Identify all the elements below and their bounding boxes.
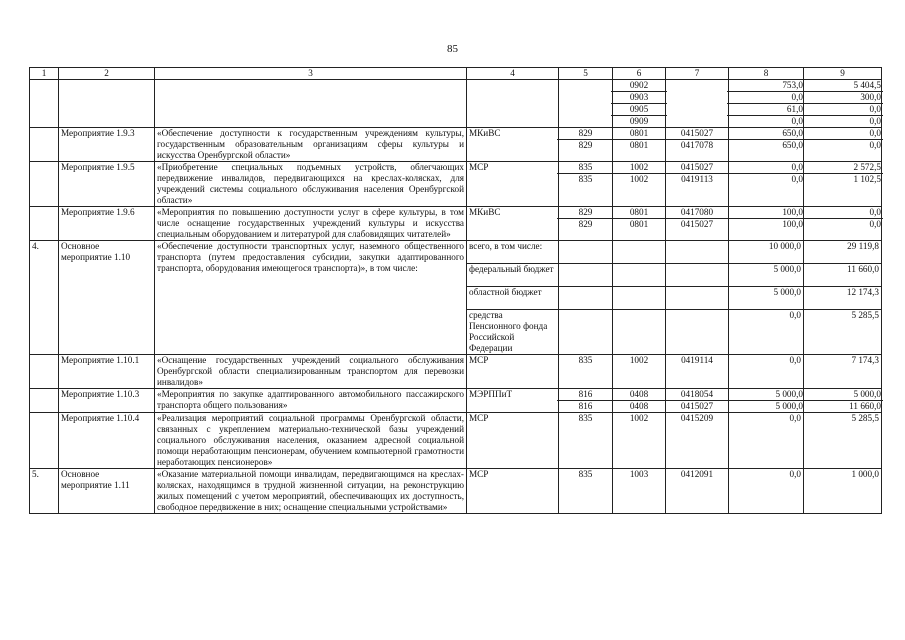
section-code: 1002	[611, 162, 667, 174]
amount-2015: 0,0	[729, 355, 804, 389]
amount-2016: 300,0	[802, 92, 883, 104]
section-code: 1002	[613, 355, 666, 389]
executor: МСР	[467, 355, 559, 389]
amount-2015: 0,0	[791, 174, 803, 184]
section-code: 0801	[611, 128, 667, 140]
activity-name: Мероприятие 1.10.4	[59, 413, 155, 469]
amount-2015: 0,0	[729, 469, 804, 514]
amount-2016: 0,0	[869, 116, 881, 126]
target-code: 0415027	[664, 128, 730, 140]
funding-source: всего, в том числе:	[467, 241, 558, 264]
amount-2015: 100,0	[727, 207, 805, 219]
page-number: 85	[447, 43, 458, 55]
amount-2015: 61,0	[727, 104, 805, 116]
amount-2015: 5 000,0	[775, 401, 803, 411]
section-code: 0903	[611, 92, 667, 104]
section-code: 0909	[629, 116, 649, 126]
table-row	[30, 207, 882, 241]
executor: МЭРППиТ	[467, 389, 559, 413]
section-code: 1002	[629, 174, 649, 184]
grbs-code: 835	[559, 413, 613, 469]
header-cell: 6	[613, 68, 666, 80]
amount-2016: 5 285,5	[851, 310, 879, 320]
table-row	[30, 128, 882, 162]
table-row-main-activity	[30, 469, 882, 514]
amount-2016: 1 102,5	[853, 174, 881, 184]
amount-2015: 0,0	[729, 413, 804, 469]
target-code: 0419114	[666, 355, 729, 389]
amount-2015: 5 000,0	[729, 287, 803, 310]
section-code: 1002	[613, 413, 666, 469]
header-cell: 9	[804, 68, 882, 80]
target-code: 0417078	[680, 140, 714, 150]
table-row-continuation	[30, 80, 882, 128]
amount-2016: 12 174,3	[804, 287, 881, 310]
funding-source: областной бюджет	[467, 287, 558, 310]
activity-description: «Приобретение специальных подъемных устройств, облегчающих передвижение инвалидов, передвигающихся на креслах-колясках, для учреждений системы социального обслуживания населения Оренбургской области»	[155, 162, 467, 207]
executor: МСР	[467, 413, 559, 469]
section-code: 1003	[613, 469, 666, 514]
grbs-code: 829	[557, 128, 614, 140]
activity-description: «Реализация мероприятий социальной программы Оренбургской области, связанных с укреплением материально-технической базы учреждений социального обслуживания населения, оказанием адресной социальной помощи неработающим пенсионерам, обучением компьютерной грамотности неработающих пенсионеров»	[155, 413, 467, 469]
table-row-main-activity	[30, 241, 882, 355]
activity-description: «Обеспечение доступности к государственным учреждениям культуры, государственным образовательным организациям сферы культуры и искусства Оренбургской области»	[155, 128, 467, 162]
section-code: 0801	[629, 140, 649, 150]
activity-name: Основное мероприятие 1.10	[59, 241, 155, 355]
activity-description: «Мероприятия по повышению доступности услуг в сфере культуры, в том числе оснащение государственных учреждений культуры и искусства специальным оборудованием и литературой для слабовидящих читателей»	[155, 207, 467, 241]
target-code: 0418054	[664, 389, 730, 401]
amount-2016: 1 000,0	[804, 469, 882, 514]
amount-2016: 29 119,8	[804, 241, 881, 264]
amount-2015: 5 000,0	[729, 264, 803, 287]
amount-2016: 0,0	[869, 219, 881, 229]
amount-2016: 5 285,5	[804, 413, 882, 469]
amount-2015: 650,0	[782, 140, 803, 150]
amount-2016: 11 660,0	[804, 264, 881, 287]
activity-name: Основное мероприятие 1.11	[59, 469, 155, 514]
amount-2015: 10 000,0	[729, 241, 803, 264]
target-code: 0415209	[666, 413, 729, 469]
amount-2016: 5 404,5	[802, 80, 883, 92]
section-code: 0801	[629, 219, 649, 229]
amount-2016: 2 572,5	[802, 162, 883, 174]
executor: МКиВС	[467, 207, 559, 241]
grbs-code: 835	[578, 174, 593, 184]
funding-source: федеральный бюджет	[467, 264, 558, 287]
grbs-code: 816	[557, 389, 614, 401]
amount-2016: 5 000,0	[802, 389, 883, 401]
activity-name: Мероприятие 1.9.6	[59, 207, 155, 241]
header-cell: 2	[59, 68, 155, 80]
activity-name: Мероприятие 1.10.1	[59, 355, 155, 389]
amount-2015: 100,0	[782, 219, 803, 229]
header-cell: 4	[467, 68, 559, 80]
amount-2015: 650,0	[727, 128, 805, 140]
amount-2015: 0,0	[791, 116, 803, 126]
table-row	[30, 413, 882, 469]
row-number: 5.	[30, 469, 59, 514]
header-row	[30, 68, 882, 80]
amount-2015: 0,0	[789, 310, 801, 320]
activity-name: Мероприятие 1.9.3	[59, 128, 155, 162]
section-code: 0905	[611, 104, 667, 116]
grbs-code: 829	[578, 140, 593, 150]
activity-name: Мероприятие 1.9.5	[59, 162, 155, 207]
activity-description: «Обеспечение доступности транспортных услуг, наземного общественного транспорта (путем предоставления субсидии, закупки адаптированного транспорта, оборудования имеющегося транспорта)», в том числе:	[155, 241, 467, 355]
amount-2016: 11 660,0	[849, 401, 881, 411]
table-row	[30, 355, 882, 389]
target-code: 0417080	[664, 207, 730, 219]
amount-2016: 0,0	[802, 128, 883, 140]
grbs-code: 816	[578, 401, 593, 411]
amount-2016: 0,0	[869, 140, 881, 150]
grbs-code: 835	[559, 355, 613, 389]
section-code: 0408	[611, 389, 667, 401]
amount-2015: 5 000,0	[727, 389, 805, 401]
target-code: 0415027	[680, 219, 714, 229]
section-code: 0902	[611, 80, 667, 92]
header-cell: 3	[155, 68, 467, 80]
section-code: 0801	[611, 207, 667, 219]
executor: МСР	[467, 469, 559, 514]
header-cell: 1	[30, 68, 59, 80]
amount-2016: 0,0	[802, 104, 883, 116]
activity-description: «Мероприятия по закупке адаптированного автомобильного пассажирского транспорта общего пользования»	[155, 389, 467, 413]
grbs-code: 829	[578, 219, 593, 229]
target-code: 0415027	[664, 162, 730, 174]
activity-description: «Оказание материальной помощи инвалидам, передвигающимся на креслах-колясках, находящимся в трудной жизненной ситуации, на реконструкцию жилых помещений с учетом мероприятий, обеспечивающих их доступность, свободное передвижение в них; оснащение специальными устройствами»	[155, 469, 467, 514]
section-code: 0408	[629, 401, 649, 411]
grbs-code: 835	[559, 469, 613, 514]
header-cell: 7	[666, 68, 729, 80]
activity-description: «Оснащение государственных учреждений социального обслуживания Оренбургской области специализированным транспортом для перевозки инвалидов»	[155, 355, 467, 389]
amount-2016: 7 174,3	[804, 355, 882, 389]
target-code: 0419113	[681, 174, 713, 184]
activity-name: Мероприятие 1.10.3	[59, 389, 155, 413]
amount-2015: 753,0	[727, 80, 805, 92]
executor: МСР	[467, 162, 559, 207]
row-number: 4.	[30, 241, 59, 355]
amount-2015: 0,0	[727, 162, 805, 174]
program-table	[29, 67, 882, 514]
amount-2016: 0,0	[802, 207, 883, 219]
table-row	[30, 389, 882, 413]
grbs-code: 829	[557, 207, 614, 219]
table-row	[30, 162, 882, 207]
grbs-code: 835	[557, 162, 614, 174]
amount-2015: 0,0	[727, 92, 805, 104]
funding-source: средства Пенсионного фонда Российской Федерации	[469, 310, 548, 353]
executor: МКиВС	[467, 128, 559, 162]
target-code: 0415027	[680, 401, 714, 411]
header-cell: 8	[729, 68, 804, 80]
target-code: 0412091	[666, 469, 729, 514]
header-cell: 5	[559, 68, 613, 80]
